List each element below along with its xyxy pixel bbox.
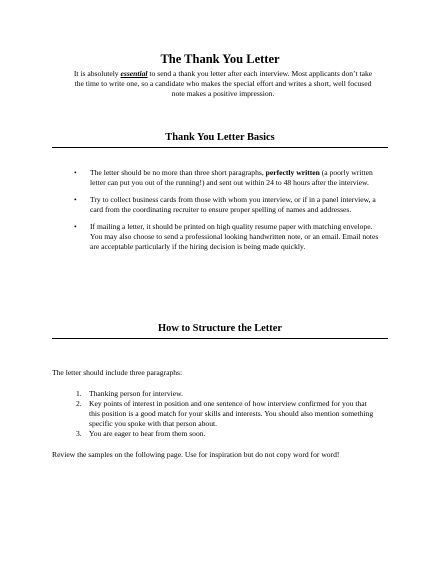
basics-item-bold: perfectly written: [265, 168, 320, 177]
basics-item-text: Try to collect business cards from those with whom you interview, or if in a panel interview, a card from the coordinating recruiter to ensure proper spelling of names and addresses.: [90, 195, 376, 214]
section-heading-structure: How to Structure the Letter: [52, 323, 388, 339]
basics-item-text-after: (a poorly written letter can put you out of the running!) and sent out within 24 to 48 hours after the interview.: [90, 168, 373, 187]
basics-list-item: [74, 195, 380, 215]
structure-lead-text: The letter should include three paragraphs:: [52, 368, 183, 377]
list-number: 3.: [76, 429, 82, 438]
document-title: The Thank You Letter: [160, 52, 280, 66]
structure-item-text: Thanking person for interview.: [89, 389, 183, 398]
structure-list-item: [76, 389, 378, 399]
structure-list-item: [76, 399, 378, 429]
structure-list-item: [76, 429, 378, 439]
basics-list-item: [74, 168, 380, 188]
section-heading-basics: Thank You Letter Basics: [52, 132, 388, 148]
intro-text-after: to send a thank you letter after each interview. Most applicants don’t take the time to write one, so a candidate who makes the special effort and writes a short, well focused note makes a positive impression.: [74, 69, 373, 98]
closing-note: Review the samples on the following page. Use for inspiration but do not copy word for word!: [52, 450, 340, 459]
list-number: 1.: [76, 389, 82, 398]
intro-text-before: It is absolutely: [73, 69, 121, 78]
bullet-icon: •: [74, 195, 77, 204]
intro-emphasis: essential: [120, 69, 148, 78]
bullet-icon: •: [74, 222, 77, 231]
intro-paragraph: [70, 69, 376, 99]
basics-list: [74, 168, 380, 259]
structure-list: [76, 389, 378, 439]
basics-list-item: [74, 222, 380, 252]
bullet-icon: •: [74, 168, 77, 177]
structure-item-text: You are eager to hear from them soon.: [89, 429, 206, 438]
basics-item-text: The letter should be no more than three short paragraphs,: [90, 168, 266, 177]
basics-item-text: If mailing a letter, it should be printed on high quality resume paper with matching envelope. You may also choose to send a professional looking handwritten note, or an email. Email notes are acceptable particularly if the hiring decision is being made quickly.: [90, 222, 379, 251]
list-number: 2.: [76, 399, 82, 408]
structure-item-text: Key points of interest in position and one sentence of how interview confirmed for you that this position is a good match for your skills and interests. You should also mention something specific you spoke with that person about.: [89, 399, 374, 428]
